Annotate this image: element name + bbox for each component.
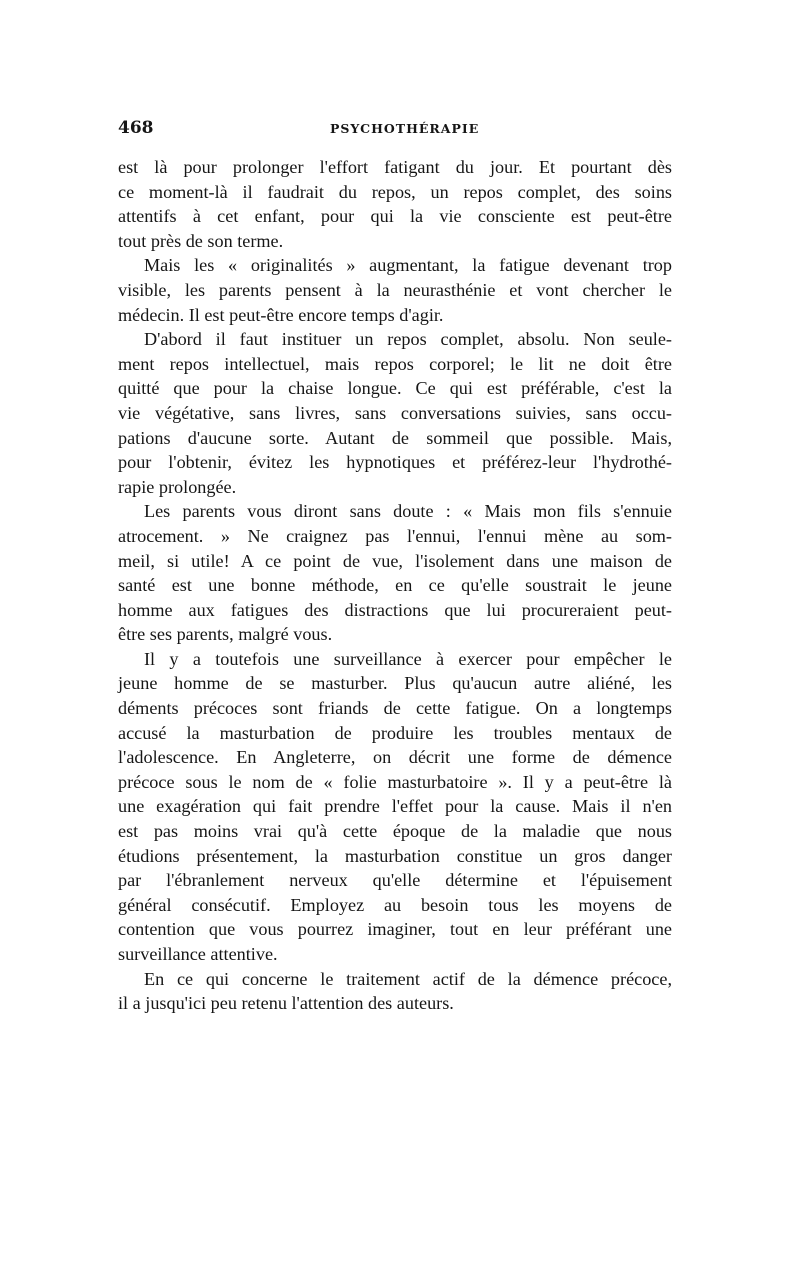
text-line: ce moment-là il faudrait du repos, un repos complet, des soins [118, 181, 672, 202]
page-number: 468 [118, 118, 154, 138]
text-line: visible, les parents pensent à la neurasthénie et vont chercher le [118, 279, 672, 300]
text-line: meil, si utile! A ce point de vue, l'isolement dans une maison de [118, 550, 672, 571]
text-line: est là pour prolonger l'effort fatigant du jour. Et pourtant dès [118, 157, 672, 177]
text-line: être ses parents, malgré vous. [118, 624, 333, 645]
paragraph [118, 499, 672, 647]
text-line: atrocement. » Ne craignez pas l'ennui, l'ennui mène au som- [118, 525, 672, 546]
text-line: D'abord il faut instituer un repos complet, absolu. Non seule- [144, 329, 672, 350]
running-title: PSYCHOTHÉRAPIE [330, 121, 480, 136]
text-line: rapie prolongée. [118, 476, 237, 497]
paragraph [118, 327, 672, 499]
text-line: déments précoces sont friands de cette fatigue. On a longtemps [118, 698, 672, 719]
text-line: il a jusqu'ici peu retenu l'attention des auteurs. [118, 993, 454, 1014]
text-line: général consécutif. Employez au besoin tous les moyens de [118, 894, 672, 915]
text-line: contention que vous pourrez imaginer, tout en leur préférant une [118, 919, 672, 940]
text-line: étudions présentement, la masturbation constitue un gros danger [118, 845, 672, 866]
text-line: pour l'obtenir, évitez les hypnotiques et préférez-leur l'hydrothé- [118, 452, 672, 473]
paragraph [118, 647, 672, 967]
body-text [118, 155, 672, 1016]
text-line: accusé la masturbation de produire les troubles mentaux de [118, 722, 672, 743]
text-line: l'adolescence. En Angleterre, on décrit une forme de démence [118, 747, 672, 768]
text-line: Les parents vous diront sans doute : « Mais mon fils s'ennuie [144, 501, 672, 522]
text-line: quitté que pour la chaise longue. Ce qui est préférable, c'est la [118, 378, 672, 399]
page-header [118, 118, 678, 142]
text-line: par l'ébranlement nerveux qu'elle détermine et l'épuisement [118, 870, 672, 891]
text-line: précoce sous le nom de « folie masturbatoire ». Il y a peut-être là [118, 771, 672, 792]
text-line: surveillance attentive. [118, 944, 278, 964]
text-line: une exagération qui fait prendre l'effet pour la cause. Mais il n'en [118, 796, 672, 817]
text-line: Il y a toutefois une surveillance à exercer pour empêcher le [144, 648, 672, 669]
text-line: Mais les « originalités » augmentant, la fatigue devenant trop [144, 255, 672, 276]
text-line: jeune homme de se masturber. Plus qu'aucun autre aliéné, les [118, 673, 672, 694]
paragraph [118, 253, 672, 327]
text-line: homme aux fatigues des distractions que lui procureraient peut- [118, 599, 672, 620]
paragraph [118, 155, 672, 253]
paragraph [118, 967, 672, 1016]
text-line: En ce qui concerne le traitement actif de la démence précoce, [144, 968, 672, 989]
text-line: tout près de son terme. [118, 230, 284, 251]
text-line: pations d'aucune sorte. Autant de sommeil que possible. Mais, [118, 427, 672, 448]
text-line: attentifs à cet enfant, pour qui la vie consciente est peut-être [118, 206, 672, 227]
text-line: ment repos intellectuel, mais repos corporel; le lit ne doit être [118, 353, 672, 374]
text-line: est pas moins vrai qu'à cette époque de la maladie que nous [118, 821, 672, 842]
text-line: santé est une bonne méthode, en ce qu'elle soustrait le jeune [118, 575, 672, 596]
text-line: médecin. Il est peut-être encore temps d'agir. [118, 304, 444, 325]
text-line: vie végétative, sans livres, sans conversations suivies, sans occu- [118, 402, 672, 423]
